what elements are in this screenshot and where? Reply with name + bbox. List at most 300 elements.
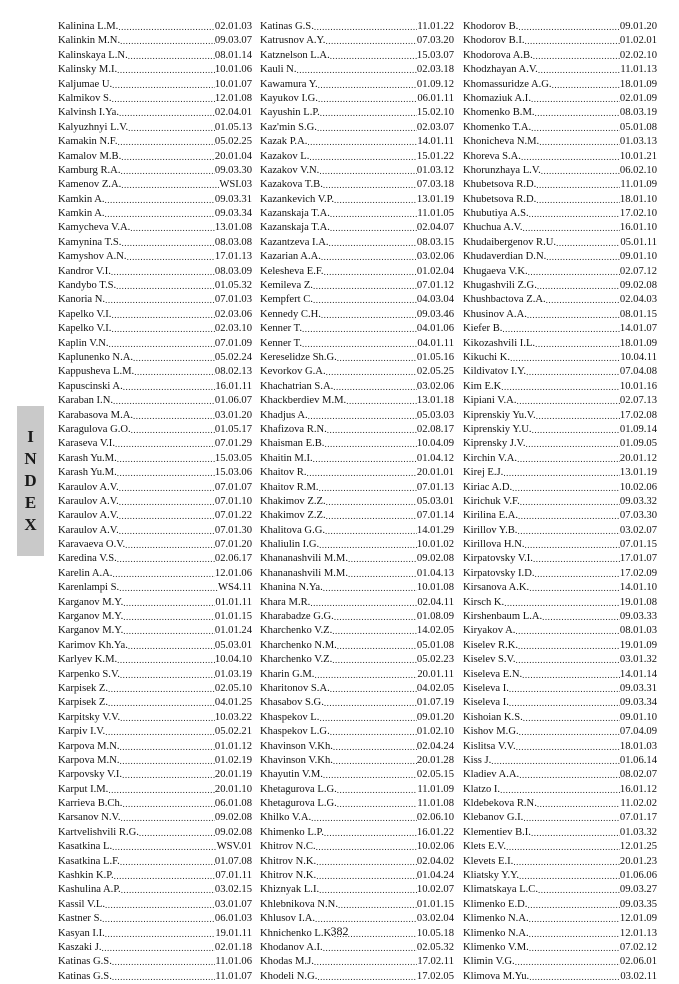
author-name: Kirshenbaum L.A. [463, 611, 543, 623]
index-entry [58, 380, 252, 394]
author-name: Kladiev A.A. [463, 769, 520, 781]
dot-leader [330, 725, 417, 739]
author-name: Karpovsky V.I. [58, 769, 123, 781]
abstract-code: 01.01.15 [214, 611, 252, 623]
index-entry [463, 106, 657, 120]
index-entry [58, 740, 252, 754]
index-entry [463, 970, 657, 984]
dot-leader [529, 581, 620, 595]
author-name: Kapelko V.I. [58, 308, 112, 320]
index-entry [58, 150, 252, 164]
index-entry [260, 696, 454, 710]
dot-leader [313, 293, 417, 307]
index-entry [463, 653, 657, 667]
index-entry [260, 394, 454, 408]
index-entry [58, 78, 252, 92]
dot-leader [318, 78, 417, 92]
index-entry [463, 696, 657, 710]
author-name: Kenner T. [260, 323, 302, 335]
abstract-code: 09.03.31 [619, 682, 657, 694]
abstract-code: 05.03.01 [416, 495, 454, 507]
abstract-code: 01.02.04 [416, 265, 454, 277]
author-name: Kislitsa V.V. [463, 740, 516, 752]
dot-leader [319, 711, 416, 725]
dot-leader [116, 279, 215, 293]
abstract-code: 07.02.12 [619, 942, 657, 953]
author-name: Kikozashvili I.L. [463, 337, 536, 349]
author-name: Karaulov A.V. [58, 481, 119, 493]
dot-leader [515, 653, 619, 667]
dot-leader [532, 423, 620, 437]
dot-leader [121, 883, 215, 897]
abstract-code: 13.01.19 [416, 193, 454, 205]
author-name: Katinas G.S. [260, 21, 314, 32]
abstract-code: 20.01.12 [619, 452, 657, 464]
index-entry [463, 121, 657, 135]
dot-leader [119, 481, 215, 495]
author-name: Katinas G.S. [58, 970, 112, 982]
dot-leader [509, 696, 620, 710]
author-name: Kempfert C. [260, 294, 313, 306]
author-name: Kildivatov I.Y. [463, 366, 527, 378]
index-entry [260, 221, 454, 235]
dot-leader [519, 768, 620, 782]
abstract-code: 07.01.15 [619, 539, 657, 551]
author-name: Khara M.R. [260, 596, 311, 608]
author-name: Khalitova G.G. [260, 524, 326, 536]
author-name: Klebanov G.I. [463, 812, 524, 824]
dot-leader [119, 581, 218, 595]
index-entry [260, 265, 454, 279]
author-name: Klets E.V. [463, 841, 507, 853]
abstract-code: 07.01.20 [214, 539, 252, 551]
index-entry [260, 279, 454, 293]
author-name: Khodzhayan A.V. [463, 64, 538, 76]
abstract-code: 04.03.04 [416, 294, 454, 306]
index-entry [463, 898, 657, 912]
index-entry [58, 725, 252, 739]
index-entry [260, 337, 454, 351]
index-entry [260, 653, 454, 667]
index-entry [58, 567, 252, 581]
index-entry [58, 308, 252, 322]
dot-leader [330, 207, 417, 221]
dot-leader [527, 898, 619, 912]
dot-leader [526, 437, 620, 451]
abstract-code: 07.01.30 [214, 524, 252, 536]
index-entry [58, 696, 252, 710]
index-entry [260, 970, 454, 984]
dot-leader [333, 754, 417, 768]
author-name: Khanina N.Ya. [260, 582, 323, 594]
abstract-code: 07.01.09 [214, 337, 252, 349]
dot-leader [538, 63, 620, 77]
abstract-code: 05.02.25 [214, 136, 252, 148]
index-entry [58, 898, 252, 912]
index-entry [260, 783, 454, 797]
index-column-2 [260, 20, 454, 984]
index-entry [463, 423, 657, 437]
dot-leader [120, 855, 215, 869]
abstract-code: 08.01.14 [214, 49, 252, 61]
abstract-code: 14.01.10 [619, 582, 657, 594]
dot-leader [105, 725, 215, 739]
index-entry [58, 221, 252, 235]
index-entry [260, 437, 454, 451]
author-name: Kazakova T.B. [260, 179, 323, 191]
abstract-code: 09.03.35 [619, 898, 657, 910]
index-entry [463, 221, 657, 235]
index-entry [463, 207, 657, 221]
index-entry [58, 293, 252, 307]
dot-leader [324, 437, 416, 451]
index-entry [58, 711, 252, 725]
dot-leader [316, 855, 417, 869]
index-entry [260, 365, 454, 379]
abstract-code: 20.01.28 [416, 754, 454, 766]
abstract-code: 01.05.32 [214, 280, 252, 292]
author-name: Khodas M.J. [260, 956, 314, 968]
dot-leader [323, 941, 417, 955]
abstract-code: 15.03.06 [214, 467, 252, 479]
author-name: Kevorkov G.A. [260, 366, 326, 378]
index-entry [260, 409, 454, 423]
dot-leader [115, 437, 215, 451]
index-entry [463, 883, 657, 897]
dot-leader [121, 150, 215, 164]
author-name: Khaspekov L.G. [260, 726, 330, 738]
index-entry [463, 34, 657, 48]
author-name: Khackberdiev M.M. [260, 395, 347, 407]
index-entry [58, 869, 252, 883]
abstract-code: 01.02.01 [619, 35, 657, 47]
abstract-code: 06.01.03 [214, 913, 252, 925]
dot-leader [127, 250, 215, 264]
dot-leader [307, 466, 417, 480]
abstract-code: 08.02.13 [214, 366, 252, 378]
author-name: Karput I.M. [58, 783, 109, 795]
abstract-code: 14.02.05 [416, 625, 454, 637]
author-name: Karaseva V.I. [58, 438, 115, 450]
index-entry [463, 164, 657, 178]
index-entry [58, 250, 252, 264]
abstract-code: 13.01.19 [619, 467, 657, 479]
author-name: Kharchenko V.Z. [260, 654, 333, 666]
abstract-code: 10.04.09 [416, 438, 454, 450]
index-entry [463, 855, 657, 869]
dot-leader [348, 552, 417, 566]
index-entry [260, 941, 454, 955]
dot-leader [516, 740, 620, 754]
index-entry [260, 509, 454, 523]
abstract-code: 11.02.02 [620, 798, 657, 810]
author-name: Kirchin V.A. [463, 452, 518, 464]
index-entry [463, 941, 657, 955]
dot-leader [302, 322, 417, 336]
abstract-code: 02.01.18 [214, 942, 252, 953]
index-entry [463, 840, 657, 854]
author-name: Khubetsova R.D. [463, 193, 537, 205]
index-entry [260, 524, 454, 538]
abstract-code: 01.02.10 [416, 726, 454, 738]
author-name: Khiznyak L.I. [260, 884, 320, 896]
dot-leader [307, 135, 417, 149]
author-name: Kenner T. [260, 337, 302, 349]
index-entry [463, 624, 657, 638]
abstract-code: 10.01.02 [416, 539, 454, 551]
abstract-code: 01.02.19 [214, 754, 252, 766]
abstract-code: 12.01.08 [214, 92, 252, 104]
author-name: Kaplunenko N.A. [58, 351, 134, 363]
author-name: Klevets E.I. [463, 855, 514, 867]
author-name: Karganov M.Y. [58, 625, 124, 637]
abstract-code: 11.01.06 [215, 956, 252, 968]
author-name: Khaitin M.I. [260, 452, 313, 464]
index-entry [463, 351, 657, 365]
author-name: Khomenko T.A. [463, 121, 532, 133]
abstract-code: 10.02.07 [416, 884, 454, 896]
index-entry [58, 783, 252, 797]
abstract-code: 02.03.18 [416, 64, 454, 76]
dot-leader [518, 639, 620, 653]
index-entry [463, 279, 657, 293]
index-entry [463, 380, 657, 394]
abstract-code: 09.03.07 [214, 35, 252, 47]
author-name: Khavinson V.Kh. [260, 754, 333, 766]
author-name: Khitrov N.C. [260, 841, 316, 853]
author-name: Klimenko N.A. [463, 913, 529, 925]
index-entry [260, 711, 454, 725]
dot-leader [326, 509, 417, 523]
dot-leader [105, 293, 215, 307]
abstract-code: 05.01.08 [619, 121, 657, 133]
dot-leader [515, 624, 620, 638]
dot-leader [102, 941, 215, 955]
abstract-code: 18.01.10 [619, 193, 657, 205]
author-name: Khonicheva N.M. [463, 136, 540, 148]
index-entry [463, 668, 657, 682]
index-entry [463, 811, 657, 825]
dot-leader [337, 783, 418, 797]
index-entry [260, 581, 454, 595]
abstract-code: 18.01.09 [619, 78, 657, 90]
dot-leader [330, 49, 417, 63]
index-entry [58, 236, 252, 250]
abstract-code: 03.02.06 [416, 380, 454, 392]
index-entry [58, 610, 252, 624]
index-entry [463, 466, 657, 480]
author-name: Khushbactova Z.A. [463, 294, 546, 306]
index-entry [58, 207, 252, 221]
author-name: Kazarian A.A. [260, 251, 321, 263]
author-name: Khitrov N.K. [260, 870, 317, 882]
index-entry [463, 265, 657, 279]
index-entry [260, 164, 454, 178]
abstract-code: 01.05.13 [214, 121, 252, 133]
author-name: Kamakin N.F. [58, 136, 118, 148]
index-entry [58, 797, 252, 811]
abstract-code: 13.01.18 [416, 395, 454, 407]
index-tab-letter: X [24, 515, 37, 534]
dot-leader [109, 337, 215, 351]
author-name: Klimenko V.M. [463, 942, 529, 953]
index-entry [463, 639, 657, 653]
dot-leader [523, 711, 620, 725]
abstract-code: 11.01.09 [417, 783, 454, 795]
dot-leader [117, 135, 214, 149]
dot-leader [521, 150, 620, 164]
abstract-code: 02.04.07 [416, 222, 454, 234]
abstract-code: 10.02.06 [619, 481, 657, 493]
abstract-code: 07.04.09 [619, 726, 657, 738]
dot-leader [308, 409, 417, 423]
abstract-code: 02.04.02 [416, 855, 454, 867]
author-name: Kim E.K [463, 380, 502, 392]
author-name: Kanoria N. [58, 294, 106, 306]
abstract-code: 06.01.08 [214, 798, 252, 810]
abstract-code: 17.01.07 [619, 553, 657, 565]
dot-leader [536, 409, 620, 423]
abstract-code: 15.03.07 [416, 49, 454, 61]
author-name: Kandybo T.S. [58, 280, 117, 292]
author-name: Khomassuridze A.G. [463, 78, 552, 90]
dot-leader [316, 869, 417, 883]
author-name: Karaban I.N. [58, 395, 114, 407]
dot-leader [112, 955, 215, 969]
abstract-code: 09.03.30 [214, 164, 252, 176]
index-entry [58, 423, 252, 437]
abstract-code: 01.07.19 [416, 697, 454, 709]
dot-leader [533, 552, 620, 566]
dot-leader [121, 236, 214, 250]
index-entry [58, 581, 252, 595]
author-name: Kamburg R.A. [58, 164, 121, 176]
dot-leader [329, 236, 417, 250]
author-name: Khusinov A.A. [463, 308, 527, 320]
index-entry [58, 106, 252, 120]
index-entry [463, 337, 657, 351]
author-name: Khodorov B.I. [463, 35, 525, 47]
abstract-code: 02.04.24 [416, 740, 454, 752]
abstract-code: 11.01.13 [620, 64, 657, 76]
author-name: Khafizova R.N. [260, 423, 327, 435]
author-name: Khimenko L.P. [260, 826, 324, 838]
dot-leader [324, 826, 417, 840]
dot-leader [112, 567, 214, 581]
abstract-code: 17.02.05 [416, 970, 454, 982]
dot-leader [119, 524, 215, 538]
dot-leader [556, 236, 620, 250]
index-entry [463, 581, 657, 595]
abstract-code: 04.02.05 [416, 682, 454, 694]
index-entry [58, 524, 252, 538]
dot-leader [122, 797, 214, 811]
abstract-code: 01.09.14 [619, 423, 657, 435]
author-name: Klimatskaya L.C. [463, 884, 539, 896]
index-entry [463, 783, 657, 797]
abstract-code: 01.06.06 [619, 870, 657, 882]
dot-leader [552, 78, 620, 92]
dot-leader [542, 610, 620, 624]
dot-leader [318, 92, 417, 106]
index-entry [58, 20, 252, 34]
dot-leader [121, 178, 219, 192]
abstract-code: 20.01.01 [416, 467, 454, 479]
abstract-code: 10.01.16 [619, 380, 657, 392]
abstract-code: 02.03.10 [214, 323, 252, 335]
dot-leader [512, 481, 620, 495]
author-name: Khitrov N.K. [260, 855, 317, 867]
abstract-code: 05.01.08 [416, 639, 454, 651]
index-entry [463, 308, 657, 322]
author-name: Khlusov I.A. [260, 913, 316, 925]
author-name: Kharitonov S.A. [260, 682, 330, 694]
abstract-code: 04.01.06 [416, 323, 454, 335]
author-name: Kishoian K.S. [463, 711, 523, 723]
index-entry [260, 106, 454, 120]
index-entry [260, 552, 454, 566]
page-number: 382 [330, 924, 349, 938]
abstract-code: 05.02.21 [214, 726, 252, 738]
index-entry [260, 135, 454, 149]
index-entry [58, 481, 252, 495]
author-name: Khavinson V.Kh. [260, 740, 333, 752]
author-name: Khaliulin I.G. [260, 539, 320, 551]
dot-leader [108, 783, 215, 797]
dot-leader [105, 193, 215, 207]
abstract-code: 08.03.08 [214, 236, 252, 248]
abstract-code: 05.03.03 [416, 409, 454, 421]
dot-leader [323, 581, 417, 595]
author-name: Khakimov Z.Z. [260, 510, 326, 522]
abstract-code: 01.04.12 [416, 452, 454, 464]
author-name: Karelin A.A. [58, 567, 113, 579]
index-entry [58, 495, 252, 509]
index-entry [58, 34, 252, 48]
author-name: Kldebekova R.N. [463, 798, 537, 810]
abstract-code: 04.01.25 [214, 697, 252, 709]
dot-leader [321, 308, 417, 322]
dot-leader [522, 668, 620, 682]
author-name: Kalinsky M.I. [58, 64, 118, 76]
author-name: Khubutiya A.S. [463, 208, 529, 220]
dot-leader [317, 970, 417, 984]
abstract-code: 09.03.34 [214, 208, 252, 220]
abstract-code: 07.01.11 [215, 870, 252, 882]
abstract-code: 02.01.09 [619, 92, 657, 104]
dot-leader [112, 970, 215, 984]
author-name: Kalinina L.M. [58, 21, 119, 32]
abstract-code: 07.01.10 [214, 495, 252, 507]
index-entry [58, 135, 252, 149]
dot-leader [330, 221, 417, 235]
author-name: Kiryakov A. [463, 625, 516, 637]
abstract-code: 09.01.20 [416, 711, 454, 723]
author-name: Khayutin V.M. [260, 769, 323, 781]
author-name: Klimova M.Yu. [463, 970, 530, 982]
author-name: Khuchua A.V. [463, 222, 523, 234]
abstract-code: 15.01.22 [416, 150, 454, 162]
author-name: Karimov Kh.Ya. [58, 639, 128, 651]
dot-leader [525, 538, 620, 552]
author-name: Kliatsky Y.Y. [463, 870, 520, 882]
abstract-code: 15.02.10 [416, 107, 454, 119]
index-entry [260, 826, 454, 840]
dot-leader [314, 955, 417, 969]
author-name: Kiriac A.D. [463, 481, 513, 493]
dot-leader [119, 495, 215, 509]
abstract-code: 04.01.11 [417, 337, 454, 349]
